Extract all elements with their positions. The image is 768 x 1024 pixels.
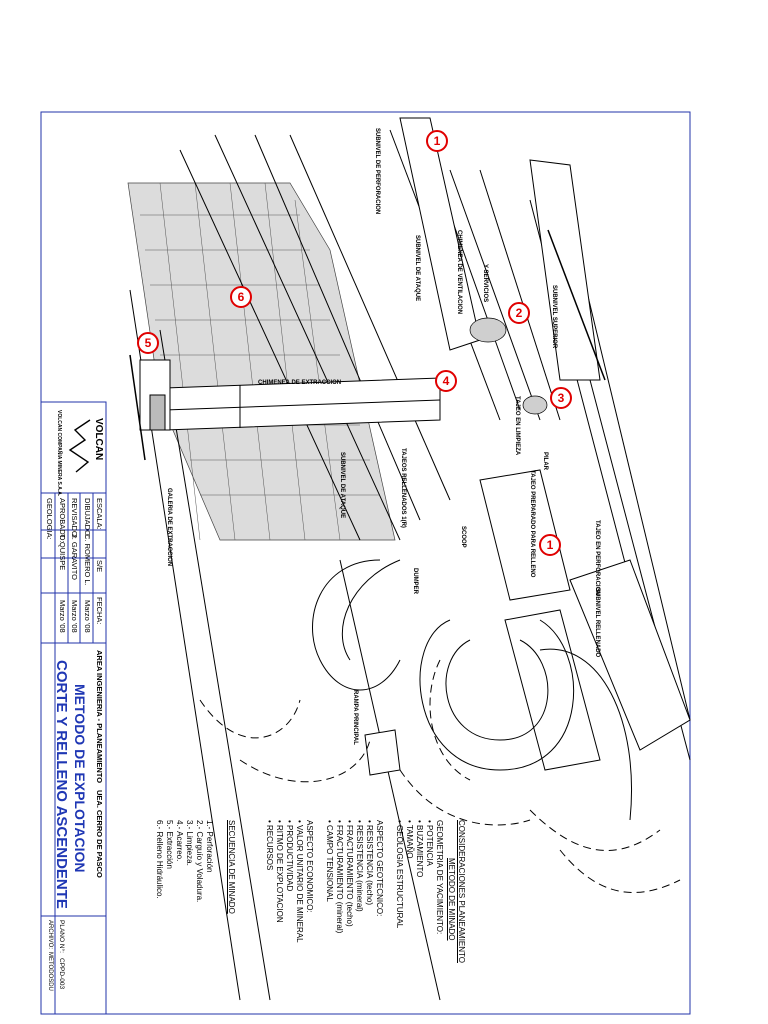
stope-blocks	[365, 118, 690, 775]
date-reviewed: Marzo '08	[70, 600, 79, 633]
note-line: ASPECTO ECONOMICO:	[305, 820, 314, 913]
notes-subheading: METODO DE MINADO	[447, 858, 456, 941]
label-tajeos-rellenados: TAJEOS RELLENADOS 1(R)	[400, 448, 406, 528]
label-servicios: Y SERVICIOS	[482, 264, 488, 303]
company-name: VOLCAN COMPAÑIA MINERA S.A.A.	[56, 410, 62, 497]
label-subnivel-perforacion: SUBNIVEL DE PERFORACION	[374, 128, 380, 215]
marker-label: 6	[237, 290, 245, 304]
note-line	[314, 820, 324, 943]
label-subnivel-relleno: SUBNIVEL RELLENADO	[594, 588, 600, 658]
note-line: • VALOR UNITARIO DE MINERAL	[295, 820, 304, 943]
marker-label: 5	[144, 336, 152, 350]
sequence-item: 4.- Acarreo.	[175, 820, 184, 862]
role-reviewed: REVISADO:	[70, 498, 79, 539]
archivo-value: METODOSDU	[47, 952, 53, 991]
label-dumper: DUMPER	[412, 568, 418, 595]
note-line: ASPECTO GEOTECNICO:	[375, 820, 384, 917]
role-drawn: DIBUJADO:	[83, 498, 92, 539]
note-line: • GEOLOGIA ESTRUCTURAL	[395, 820, 404, 929]
sequence-list	[154, 820, 214, 902]
title-method: METODO DE EXPLOTACION	[72, 684, 88, 873]
fecha-label: FECHA:	[95, 597, 104, 625]
marker-label: 2	[515, 306, 523, 320]
note-line: • PRODUCTIVIDAD	[285, 820, 294, 892]
name-approved: T. QUISPE	[58, 534, 67, 571]
sequence-item: 2.- Carguío y Voladura.	[195, 820, 204, 903]
label-galeria-extraccion: GALERIA DE EXTRACCION	[166, 488, 172, 567]
role-geology: GEOLOGIA:	[45, 498, 54, 540]
label-tajeo-preparado: TAJEO PREPARADO PARA RELLENO	[529, 470, 535, 578]
ore-pass-left	[140, 360, 170, 430]
sequence-item: 1.- Perforación	[205, 820, 214, 873]
label-tajeo-limpieza: TAJEO EN LIMPIEZA	[514, 396, 520, 456]
label-scoop: SCOOP	[460, 526, 466, 548]
note-line: • FRACTURAMIENTO (techo)	[345, 820, 354, 927]
sequence-heading: SECUENCIA DE MINADO	[227, 820, 236, 914]
note-line: • TAMAÑO	[405, 820, 414, 859]
marker-label: 4	[442, 374, 450, 388]
label-tajeo-perforacion: TAJEO EN PERFORACION	[594, 520, 600, 596]
note-line: • RESISTENCIA (techo)	[365, 820, 374, 906]
escala-value: S/E	[95, 560, 104, 573]
plano-label: PLANO N°:	[58, 920, 65, 953]
title-corte-relleno: CORTE Y RELLENO ASCENDENTE	[53, 660, 70, 909]
note-line	[384, 820, 394, 943]
label-rampa-principal: RAMPA PRINCIPAL	[352, 690, 358, 745]
escala-label: ESCALA:	[95, 498, 104, 530]
date-approved: Marzo '08	[58, 600, 67, 633]
note-line: • FRACTURAMIENTO (mineral)	[335, 820, 344, 934]
note-line: • BUZAMIENTO	[415, 820, 424, 878]
label-subnivel-ataque-2: SUBNIVEL DE ATAQUE	[339, 452, 345, 519]
name-reviewed: J. GARAVITO	[70, 534, 79, 580]
area-name: AREA INGENIERIA - PLANEAMIENTO	[95, 650, 104, 784]
note-line: GEOMETRIA DE YACIMIENTO:	[435, 820, 444, 935]
marker-label: 3	[557, 391, 565, 405]
marker-label: 1	[433, 134, 441, 148]
label-chimenea-ventilacion: CHIMENEA DE VENTILACION	[456, 230, 462, 315]
note-line: • CAMPO TENSIONAL	[325, 820, 334, 902]
note-line: • RESISTENCIA (mineral)	[355, 820, 364, 912]
name-drawn: C. ROMERO L.	[83, 534, 92, 586]
marker-label: 1	[546, 538, 554, 552]
sequence-item: 6.- Relleno Hidráulico.	[155, 820, 164, 899]
note-line: • RITMO DE EXPLOTACION	[275, 820, 284, 923]
archivo-label: ARCHIVO:	[47, 920, 53, 950]
role-approved: APROBADO:	[58, 498, 67, 543]
logo-text: VOLCAN	[93, 418, 104, 461]
unit-name: UEA. CERRO DE PASCO	[95, 790, 104, 878]
label-subnivel-superior: SUBNIVEL SUPERIOR	[551, 285, 557, 349]
note-line: • POTENCIA	[425, 820, 434, 866]
date-drawn: Marzo '08	[83, 600, 92, 633]
sequence-item: 5.- Extracción	[165, 820, 174, 869]
sequence-item: 3.- Limpieza.	[185, 820, 194, 866]
note-line: • RECURSOS	[265, 820, 274, 871]
label-subnivel-ataque: SUBNIVEL DE ATAQUE	[414, 235, 420, 302]
notes-heading: CONSIDERACIONES PLANEAMIENTO	[457, 820, 466, 963]
label-pilar: PILAR	[542, 452, 548, 470]
notes-body	[264, 820, 444, 943]
plano-value: CPPD-003	[58, 958, 65, 990]
label-chimenea-extraccion: CHIMENEA DE EXTRACCION	[258, 380, 342, 386]
volcan-logo	[70, 420, 90, 472]
